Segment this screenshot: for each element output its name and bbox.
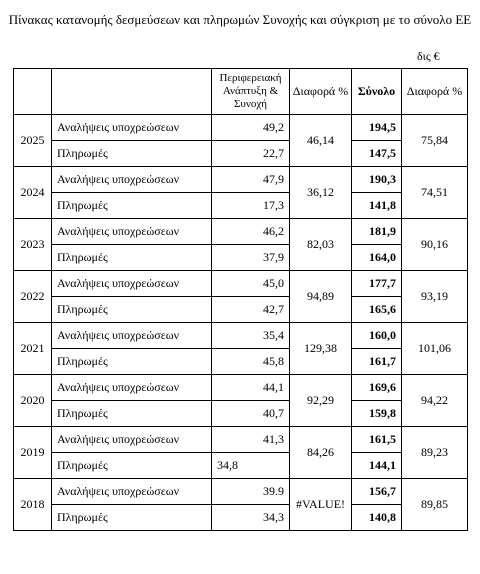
year-cell: 2019 [14, 427, 52, 479]
table-row-commit [14, 427, 468, 453]
diff2-cell: 89,23 [402, 427, 468, 479]
table-row-commit [14, 323, 468, 349]
commit-label: Αναλήψεις υποχρεώσεων [52, 167, 212, 193]
commit-label: Αναλήψεις υποχρεώσεων [52, 375, 212, 401]
commit-label: Αναλήψεις υποχρεώσεων [52, 479, 212, 505]
table-title: Πίνακας κατανομής δεσμεύσεων και πληρωμών Συνοχής και σύγκριση με το σύνολο ΕΕ [8, 12, 472, 27]
year-cell: 2022 [14, 271, 52, 323]
table-body [14, 69, 468, 531]
commit-total: 161,5 [352, 427, 402, 453]
diff1-cell: 92,29 [290, 375, 352, 427]
header-total: Σύνολο [352, 69, 402, 115]
commit-total: 181,9 [352, 219, 402, 245]
commit-value: 44,1 [212, 375, 290, 401]
payment-label: Πληρωμές [52, 193, 212, 219]
commit-value: 41,3 [212, 427, 290, 453]
diff2-cell: 93,19 [402, 271, 468, 323]
year-cell: 2023 [14, 219, 52, 271]
commit-value: 47,9 [212, 167, 290, 193]
diff1-cell: 129,38 [290, 323, 352, 375]
header-diff2: Διαφορά % [402, 69, 468, 115]
payment-label: Πληρωμές [52, 297, 212, 323]
commit-value: 49,2 [212, 115, 290, 141]
payment-total: 140,8 [352, 505, 402, 531]
header-label [52, 69, 212, 115]
year-cell: 2025 [14, 115, 52, 167]
commit-value: 35,4 [212, 323, 290, 349]
payment-value: 45,8 [212, 349, 290, 375]
diff2-cell: 89,85 [402, 479, 468, 531]
header-regional: Περιφερειακή Ανάπτυξη & Συνοχή [212, 69, 290, 115]
commit-label: Αναλήψεις υποχρεώσεων [52, 219, 212, 245]
diff2-cell: 75,84 [402, 115, 468, 167]
commit-total: 169,6 [352, 375, 402, 401]
payment-total: 164,0 [352, 245, 402, 271]
year-cell: 2021 [14, 323, 52, 375]
commit-value: 39.9 [212, 479, 290, 505]
payment-total: 161,7 [352, 349, 402, 375]
payment-value: 17,3 [212, 193, 290, 219]
table-row-commit [14, 219, 468, 245]
payment-label: Πληρωμές [52, 245, 212, 271]
payment-value: 34,3 [212, 505, 290, 531]
table-row-payment [14, 193, 468, 219]
year-cell: 2018 [14, 479, 52, 531]
payment-total: 165,6 [352, 297, 402, 323]
commit-total: 194,5 [352, 115, 402, 141]
table-row-commit [14, 271, 468, 297]
commit-total: 156,7 [352, 479, 402, 505]
commit-value: 45,0 [212, 271, 290, 297]
table-row-commit [14, 479, 468, 505]
table-row-payment [14, 141, 468, 167]
diff1-cell: 36,12 [290, 167, 352, 219]
table-row-commit [14, 167, 468, 193]
unit-label: δις € [417, 49, 440, 63]
table-row-payment [14, 505, 468, 531]
header-row [14, 69, 468, 115]
payment-value: 37,9 [212, 245, 290, 271]
payment-value: 22,7 [212, 141, 290, 167]
diff2-cell: 90,16 [402, 219, 468, 271]
payment-value: 40,7 [212, 401, 290, 427]
payment-value: 34,8 [212, 453, 290, 479]
table-row-payment [14, 245, 468, 271]
payment-total: 147,5 [352, 141, 402, 167]
payment-value: 42,7 [212, 297, 290, 323]
table-row-payment [14, 453, 468, 479]
data-table [13, 68, 468, 531]
commit-total: 160,0 [352, 323, 402, 349]
diff1-cell: 46,14 [290, 115, 352, 167]
table-row-payment [14, 349, 468, 375]
diff1-cell: 82,03 [290, 219, 352, 271]
table-row-commit [14, 115, 468, 141]
payment-label: Πληρωμές [52, 141, 212, 167]
payment-label: Πληρωμές [52, 349, 212, 375]
commit-total: 190,3 [352, 167, 402, 193]
diff1-cell: 84,26 [290, 427, 352, 479]
table-row-commit [14, 375, 468, 401]
commit-label: Αναλήψεις υποχρεώσεων [52, 427, 212, 453]
payment-total: 141,8 [352, 193, 402, 219]
table-row-payment [14, 297, 468, 323]
payment-total: 144,1 [352, 453, 402, 479]
payment-total: 159,8 [352, 401, 402, 427]
table-row-payment [14, 401, 468, 427]
payment-label: Πληρωμές [52, 453, 212, 479]
payment-label: Πληρωμές [52, 401, 212, 427]
diff1-cell: #VALUE! [290, 479, 352, 531]
year-cell: 2024 [14, 167, 52, 219]
diff1-cell: 94,89 [290, 271, 352, 323]
diff2-cell: 94,22 [402, 375, 468, 427]
header-year [14, 69, 52, 115]
diff2-cell: 101,06 [402, 323, 468, 375]
commit-value: 46,2 [212, 219, 290, 245]
commit-label: Αναλήψεις υποχρεώσεων [52, 115, 212, 141]
header-diff1: Διαφορά % [290, 69, 352, 115]
diff2-cell: 74,51 [402, 167, 468, 219]
commit-label: Αναλήψεις υποχρεώσεων [52, 271, 212, 297]
commit-total: 177,7 [352, 271, 402, 297]
commit-label: Αναλήψεις υποχρεώσεων [52, 323, 212, 349]
year-cell: 2020 [14, 375, 52, 427]
payment-label: Πληρωμές [52, 505, 212, 531]
